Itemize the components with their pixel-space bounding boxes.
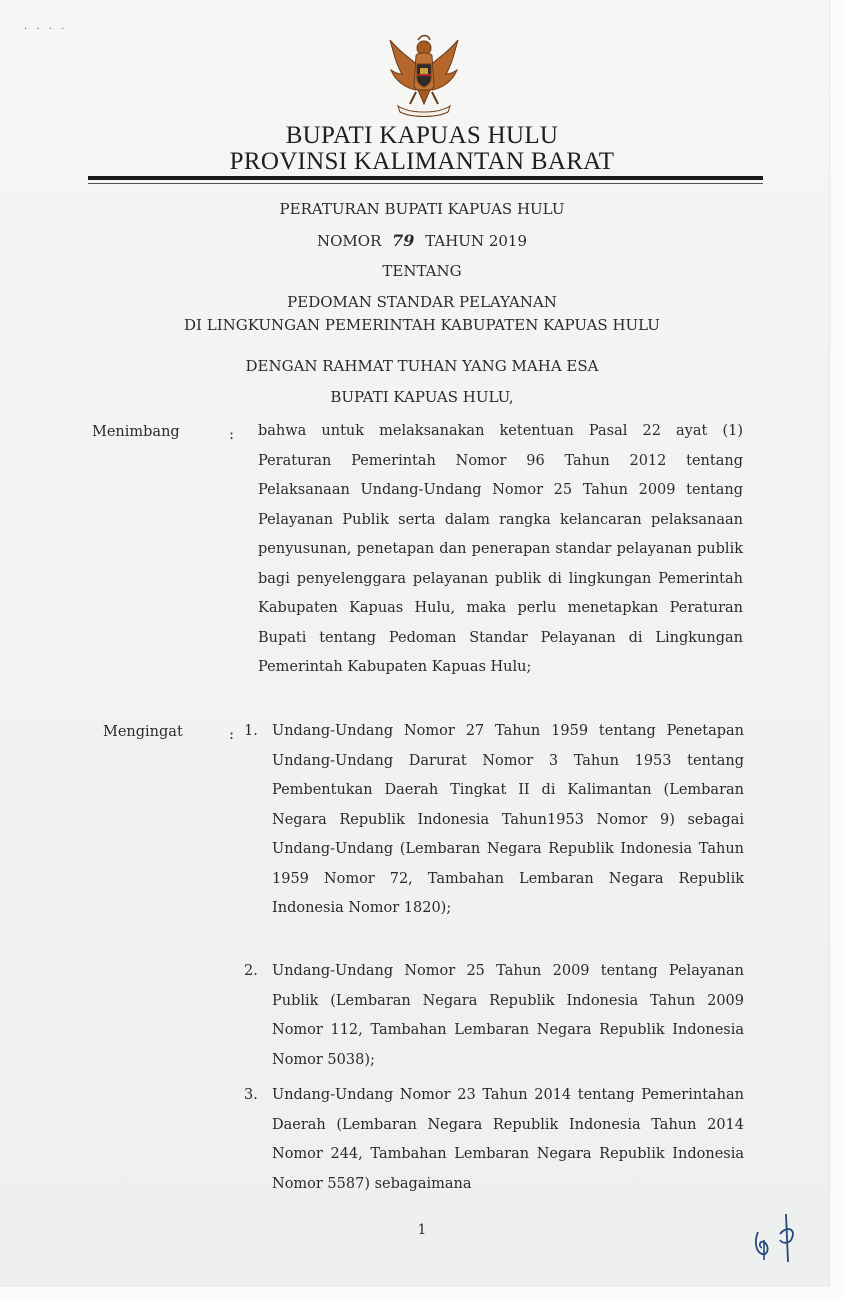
page-edge-right <box>829 0 844 1299</box>
item-text: Undang-Undang Nomor 23 Tahun 2014 tentang Pemerintahan Daerah (Lembaran Negara Republik Indonesia Tahun 2014 Nomor 244, Tambahan Lembaran Negara Republik Indonesia Nomor 5587) sebagaimana <box>272 1087 744 1192</box>
mengingat-label: Mengingat <box>103 724 183 740</box>
official-title: BUPATI KAPUAS HULU, <box>330 388 514 406</box>
item-number: 3. <box>244 1087 258 1103</box>
subject-line-2: DI LINGKUNGAN PEMERINTAH KABUPATEN KAPUAS HULU <box>184 316 660 334</box>
province-name: PROVINSI KALIMANTAN BARAT <box>229 148 615 175</box>
garuda-emblem-icon <box>382 30 466 122</box>
regulation-number <box>0 231 844 250</box>
menimbang-text: bahwa untuk melaksanakan ketentuan Pasal 22 ayat (1) Peraturan Pemerintah Nomor 96 Tahun 2012 tentang Pelaksanaan Undang-Undang Nomor 25 Tahun 2009 tentang Pelayanan Publik serta dalam rangka kelancaran pelaksanaan penyusunan, penetapan dan penerapan standar pelayanan publik bagi penyelenggara pelayanan publik di lingkungan Pemerintah Kabupaten Kapuas Hulu, maka perlu menetapkan Peraturan Bupati tentang Pedoman Standar Pelayanan di Lingkungan Pemerintah Kabupaten Kapuas Hulu; <box>258 423 743 675</box>
paraf-signature-icon <box>752 1212 802 1266</box>
item-text: Undang-Undang Nomor 25 Tahun 2009 tentang Pelayanan Publik (Lembaran Negara Republik Indonesia Tahun 2009 Nomor 112, Tambahan Lembaran Negara Republik Indonesia Nomor 5038); <box>272 963 744 1068</box>
institution-name: BUPATI KAPUAS HULU <box>285 122 559 149</box>
page-edge-bottom <box>0 1287 844 1299</box>
item-number: 2. <box>244 963 258 979</box>
header-rule-thick <box>88 176 763 180</box>
menimbang-label: Menimbang <box>92 424 180 440</box>
item-text: Undang-Undang Nomor 27 Tahun 1959 tentang Penetapan Undang-Undang Darurat Nomor 3 Tahun 1953 tentang Pembentukan Daerah Tingkat II di Kalimantan (Lembaran Negara Republik Indonesia Tahun1953 Nomor 9) sebagai Undang-Undang (Lembaran Negara Republik Indonesia Tahun 1959 Nomor 72, Tambahan Lembaran Negara Republik Indonesia Nomor 1820); <box>272 723 744 916</box>
menimbang-colon: : <box>229 425 235 443</box>
scan-speckles: · · · · <box>24 24 68 35</box>
mengingat-colon: : <box>229 725 235 743</box>
item-number: 1. <box>244 723 258 739</box>
regulation-title: PERATURAN BUPATI KAPUAS HULU <box>279 200 565 218</box>
page-number: 1 <box>417 1222 427 1238</box>
nomor-value: 79 <box>392 231 415 250</box>
preamble: DENGAN RAHMAT TUHAN YANG MAHA ESA <box>245 357 599 375</box>
subject-line-1: PEDOMAN STANDAR PELAYANAN <box>287 293 557 311</box>
nomor-suffix: TAHUN 2019 <box>425 232 527 250</box>
header-rule-thin <box>88 183 763 184</box>
nomor-prefix: NOMOR <box>316 232 382 250</box>
tentang-heading: TENTANG <box>382 262 462 280</box>
